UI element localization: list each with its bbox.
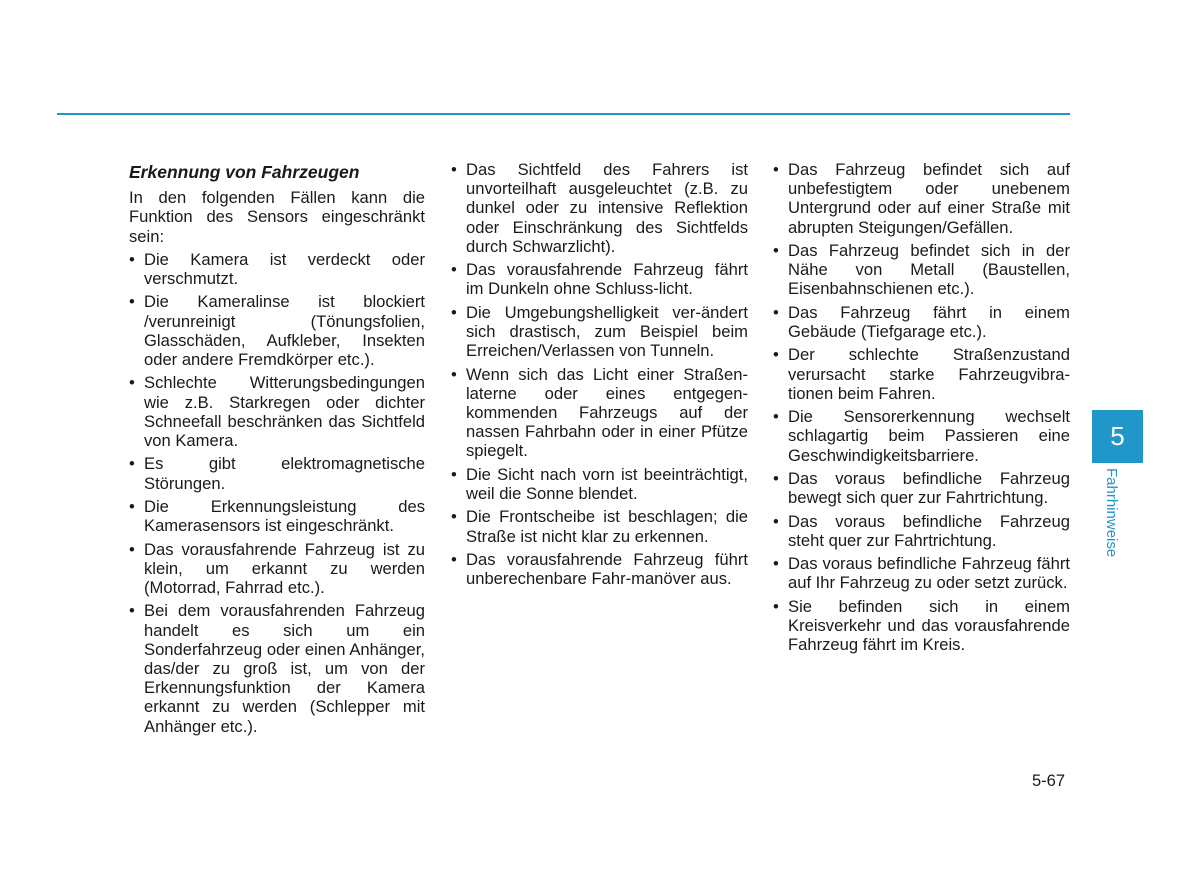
list-item-text: Das vorausfahrende Fahrzeug fährt im Dunkeln ohne Schluss-licht.	[466, 260, 748, 299]
list-item	[451, 260, 748, 298]
bullet-icon: •	[451, 160, 457, 179]
list-item	[773, 469, 1070, 507]
list-item-text: Die Kameralinse ist blockiert /verunreinigt (Tönungsfolien, Glasschäden, Aufkleber, Insekten oder andere Fremdkörper etc.).	[144, 292, 425, 370]
list-item	[451, 507, 748, 545]
bullet-icon: •	[451, 464, 457, 484]
list-item-text: Das voraus befindliche Fahrzeug steht quer zur Fahrtrichtung.	[788, 511, 1070, 550]
list-item-text: Die Sicht nach vorn ist beeinträchtigt, weil die Sonne blendet.	[466, 464, 748, 503]
bullet-icon: •	[773, 407, 779, 427]
list-item-text: Die Kamera ist verdeckt oder verschmutzt.	[144, 249, 425, 289]
bullet-icon: •	[129, 454, 135, 474]
list-item	[773, 597, 1070, 655]
bullet-icon: •	[129, 249, 135, 269]
list-item-text: Bei dem vorausfahrenden Fahrzeug handelt es sich um ein Sonderfahrzeug oder einen Anhänger, das/der zu groß ist, um von der Erkennungsfunktion der Kamera erkannt zu werden (Schlepper mit Anhänger etc.).	[144, 601, 425, 736]
list-item	[129, 250, 425, 288]
page-number: 5-67	[1032, 772, 1066, 790]
list-item	[773, 241, 1070, 299]
list-item	[451, 550, 748, 588]
chapter-tab: 5	[1092, 410, 1143, 463]
list-item-text: Das vorausfahrende Fahrzeug ist zu klein, um erkannt zu werden (Motorrad, Fahrrad etc.).	[144, 539, 425, 597]
list-item-text: Das voraus befindliche Fahrzeug bewegt sich quer zur Fahrtrichtung.	[788, 468, 1070, 508]
bullet-icon: •	[451, 507, 457, 527]
list-item-text: Das Fahrzeug fährt in einem Gebäude (Tiefgarage etc.).	[788, 302, 1070, 341]
column-3	[773, 160, 1070, 659]
bullet-icon: •	[451, 302, 457, 322]
bullet-icon: •	[773, 160, 779, 179]
list-item-text: Die Erkennungsleistung des Kamerasensors ist eingeschränkt.	[144, 497, 425, 536]
bullet-icon: •	[773, 302, 779, 322]
bullet-icon: •	[129, 601, 135, 621]
list-item	[451, 465, 748, 503]
list-item	[129, 497, 425, 535]
list-item	[129, 454, 425, 492]
list-item-text: Sie befinden sich in einem Kreisverkehr und das vorausfahrende Fahrzeug fährt im Kreis.	[788, 596, 1070, 655]
bullet-icon: •	[773, 596, 779, 616]
list-item-text: Die Sensorerkennung wechselt schlagartig beim Passieren eine Geschwindigkeitsbarriere.	[788, 407, 1070, 465]
bullet-icon: •	[773, 241, 779, 260]
list-item	[773, 512, 1070, 550]
list-item	[451, 365, 748, 461]
column-1	[129, 160, 425, 740]
bullet-list-3	[773, 160, 1070, 654]
bullet-icon: •	[773, 554, 779, 574]
list-item	[773, 554, 1070, 592]
list-item	[129, 292, 425, 369]
list-item-text: Das Sichtfeld des Fahrers ist unvorteilhaft ausgeleuchtet (z.B. zu dunkel oder zu intensive Reflektion oder Einschränkung des Sichtfelds durch Schwarzlicht).	[466, 160, 748, 256]
list-item	[451, 303, 748, 361]
list-item-text: Es gibt elektromagnetische Störungen.	[144, 454, 425, 493]
list-item-text: Das vorausfahrende Fahrzeug führt unberechenbare Fahr-manöver aus.	[466, 549, 748, 589]
bullet-icon: •	[129, 539, 135, 559]
section-heading: Erkennung von Fahrzeugen	[129, 162, 360, 182]
list-item-text: Das voraus befindliche Fahrzeug fährt auf Ihr Fahrzeug zu oder setzt zurück.	[788, 554, 1070, 593]
list-item-text: Das Fahrzeug befindet sich auf unbefestigtem oder unebenem Untergrund oder auf einer Straße mit abrupten Steigungen/Gefällen.	[788, 160, 1070, 237]
list-item-text: Schlechte Witterungsbedingungen wie z.B. Starkregen oder dichter Schneefall beschränken das Sichtfeld von Kamera.	[144, 373, 425, 451]
header-rule	[57, 113, 1070, 115]
bullet-list-2	[451, 160, 748, 588]
chapter-label: Fahrhinweise	[1103, 468, 1120, 558]
list-item-text: Der schlechte Straßenzustand verursacht starke Fahrzeugvibra-tionen beim Fahren.	[788, 345, 1070, 403]
bullet-icon: •	[451, 364, 457, 384]
list-item	[773, 407, 1070, 465]
bullet-icon: •	[129, 373, 135, 393]
list-item	[129, 540, 425, 598]
intro-paragraph: In den folgenden Fällen kann die Funktion des Sensors eingeschränkt sein:	[129, 188, 425, 246]
bullet-list-1	[129, 250, 425, 736]
list-item	[451, 160, 748, 256]
list-item	[773, 345, 1070, 403]
bullet-icon: •	[773, 511, 779, 531]
list-item-text: Die Umgebungshelligkeit ver-ändert sich drastisch, zum Beispiel beim Erreichen/Verlassen von Tunneln.	[466, 302, 748, 361]
column-2	[451, 160, 748, 593]
bullet-icon: •	[129, 292, 135, 312]
bullet-icon: •	[773, 345, 779, 365]
bullet-icon: •	[773, 468, 779, 488]
list-item-text: Das Fahrzeug befindet sich in der Nähe von Metall (Baustellen, Eisenbahnschienen etc.).	[788, 241, 1070, 299]
bullet-icon: •	[451, 549, 457, 569]
list-item	[773, 303, 1070, 341]
list-item	[773, 160, 1070, 237]
list-item-text: Wenn sich das Licht einer Straßen-laterne oder eines entgegen-kommenden Fahrzeugs auf der nassen Fahrbahn oder in einer Pfütze spiegelt.	[466, 364, 748, 461]
list-item	[129, 601, 425, 735]
list-item-text: Die Frontscheibe ist beschlagen; die Straße ist nicht klar zu erkennen.	[466, 507, 748, 546]
list-item	[129, 373, 425, 450]
bullet-icon: •	[451, 260, 457, 280]
bullet-icon: •	[129, 497, 135, 516]
